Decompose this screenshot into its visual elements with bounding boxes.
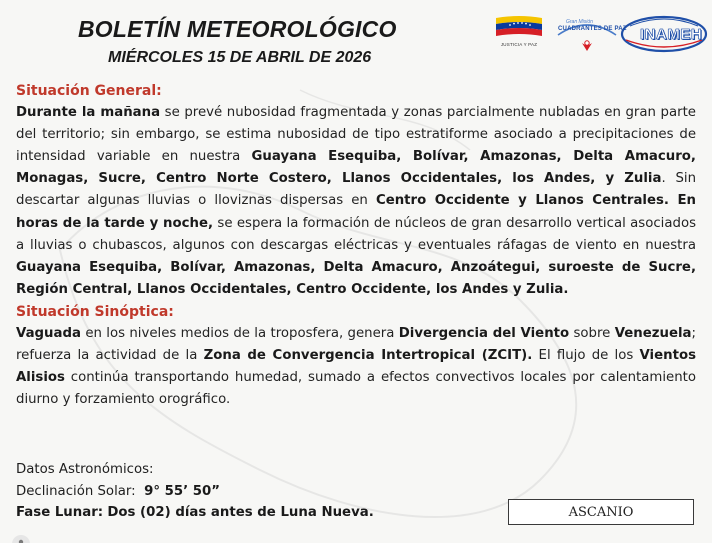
situacion-general-text xyxy=(16,102,696,301)
moon-phase-value: Dos (02) días antes de Luna Nueva. xyxy=(107,505,374,521)
solar-declination-label: Declinación Solar: xyxy=(16,483,136,499)
qp-main-text: CUADRANTES DE PAZ xyxy=(558,26,627,32)
text-run: . Sin descartar algunas lluvias o lloviznas dispersas en xyxy=(16,171,697,209)
situacion-sinoptica-text xyxy=(16,323,696,411)
solar-declination-row xyxy=(16,481,374,503)
text-run: se prevé nubosidad fragmentada y zonas parcialmente nubladas en gran parte del territorio; sin embargo, se estima nubosidad de tipo estratiforme asociado a precipitaciones de intensidad variable en nuestra xyxy=(16,105,696,165)
bold-text: Vaguada xyxy=(16,326,81,342)
bold-text: Guayana Esequiba, Bolívar, Amazonas, Delta Amacuro, Monagas, Sucre, Centro Norte Costero, Llanos Occidentales, los Andes, y Zulia xyxy=(16,149,696,187)
text-run: se espera la formación de núcleos de gran desarrollo vertical asociados a lluvias o chubascos, algunos con descargas eléctricas y eventuales ráfagas de viento en nuestra xyxy=(16,215,697,253)
text-run: en los niveles medios de la troposfera, genera xyxy=(81,326,399,342)
text-run: sobre xyxy=(569,326,615,342)
text-run: El flujo de los xyxy=(532,348,640,364)
moon-phase-label: Fase Lunar: xyxy=(16,505,104,521)
bulletin-title: BOLETÍN METEOROLÓGICO xyxy=(78,16,397,42)
astronomical-heading: Datos Astronómicos: xyxy=(16,462,154,477)
qp-top-text: Gran Misión xyxy=(566,19,593,25)
bold-text: Guayana Esequiba, Bolívar, Amazonas, Delta Amacuro, Anzoátegui, suroeste de Sucre, Región Central, Llanos Occidentales, Centro Occidente, los Andes y Zulia. xyxy=(16,259,696,297)
situacion-general-heading: Situación General: xyxy=(16,83,162,99)
flag-caption: JUSTICIA Y PAZ xyxy=(500,42,538,47)
text-run: ; refuerza la actividad de la xyxy=(16,326,696,364)
moon-phase-row xyxy=(16,502,374,524)
bold-text: Venezuela xyxy=(614,326,692,342)
bold-text: Divergencia del Viento xyxy=(398,326,570,342)
bold-text: Centro Occidente y Llanos Centrales. En horas de la tarde y noche, xyxy=(16,193,696,231)
inameh-wordmark: INAMEH xyxy=(640,26,703,43)
bold-text: Vientos Alisios xyxy=(16,348,697,386)
solar-declination-value: 9° 55’ 50” xyxy=(144,483,221,499)
bold-text: Durante la mañana xyxy=(16,105,161,121)
text-run: continúa transportando humedad, sumado a efectos convectivos locales por calentamiento diurno y forzamiento orográfico. xyxy=(16,370,696,408)
bulletin-body xyxy=(16,80,696,411)
situacion-sinoptica-heading: Situación Sinóptica: xyxy=(16,303,174,320)
signature-box: ASCANIO xyxy=(508,499,694,525)
bulletin-date: MIÉRCOLES 15 DE ABRIL DE 2026 xyxy=(108,49,372,66)
venezuela-flag-icon xyxy=(494,14,544,40)
location-pin-icon xyxy=(6,530,36,543)
astronomical-data xyxy=(16,459,374,524)
bold-text: Zona de Convergencia Intertropical (ZCIT). xyxy=(203,348,533,364)
